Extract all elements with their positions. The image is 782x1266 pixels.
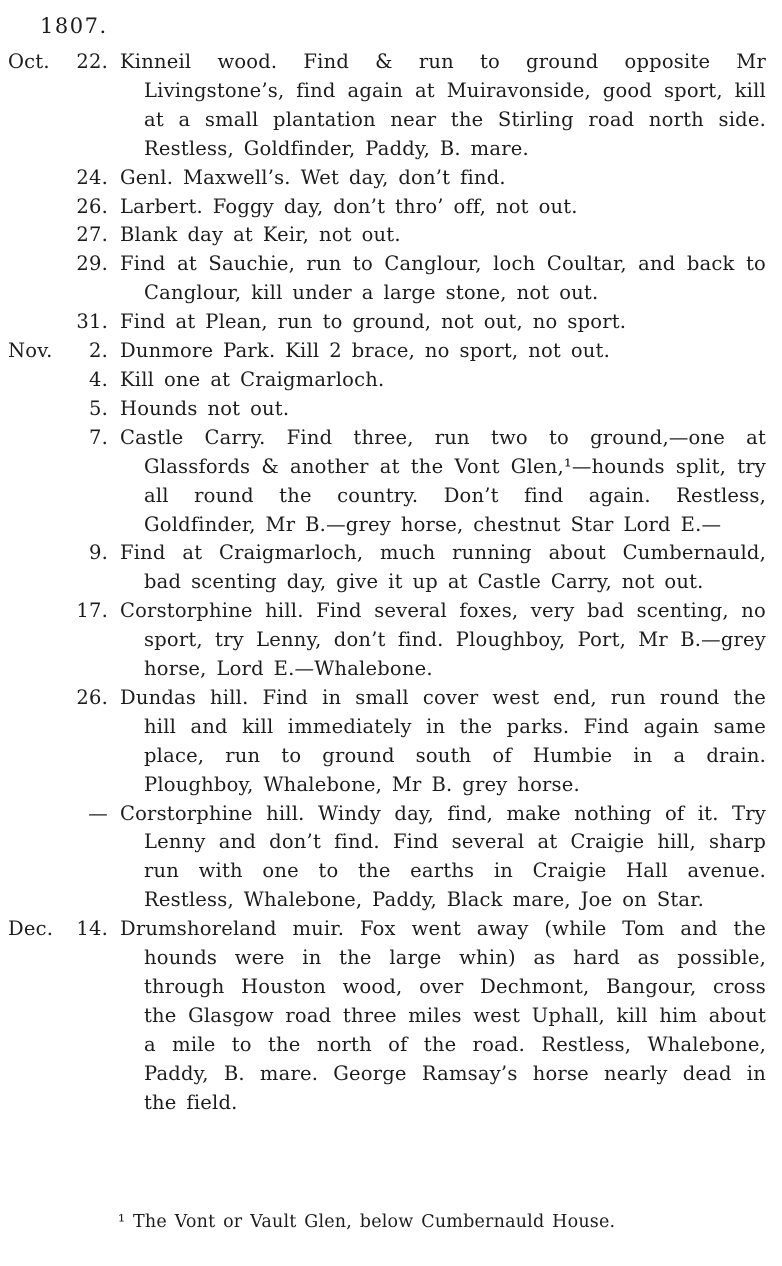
entry-text: Larbert. Foggy day, don’t thro’ off, not out. (120, 194, 578, 218)
diary-entry (8, 48, 766, 164)
entry-day: — (88, 801, 108, 825)
entry-day: 7. (88, 425, 108, 449)
diary-entry (8, 684, 766, 800)
diary-entry (8, 250, 766, 308)
entry-text: Dunmore Park. Kill 2 brace, no sport, not out. (120, 339, 610, 363)
entry-month: Nov. (8, 339, 53, 363)
entry-day: 22. (76, 50, 108, 73)
page-footnote: ¹ The Vont or Vault Glen, below Cumbernauld House. (118, 1212, 616, 1232)
entry-text: Dundas hill. Find in small cover west end, run round the hill and kill immediately in the parks. Find again same place, run to ground south of Humbie in a drain. Ploughboy, Whalebone, Mr B. grey horse. (120, 685, 766, 796)
diary-entry (8, 539, 766, 597)
entry-day: 14. (76, 917, 108, 941)
entry-text: Find at Sauchie, run to Canglour, loch Coultar, and back to Canglour, kill under a large stone, not out. (120, 252, 766, 305)
entry-text: Find at Craigmarloch, much running about Cumbernauld, bad scenting day, give it up at Castle Carry, not out. (120, 541, 766, 594)
entry-day: 27. (76, 223, 108, 247)
entry-day: 5. (88, 396, 108, 420)
entry-text: Blank day at Keir, not out. (120, 223, 401, 247)
entry-text: Genl. Maxwell’s. Wet day, don’t find. (120, 165, 506, 189)
diary-entry (8, 424, 766, 540)
diary-entry (8, 800, 766, 916)
entry-day: 31. (76, 310, 108, 334)
page-year-heading: 1807. (40, 14, 108, 38)
entry-text: Find at Plean, run to ground, not out, no sport. (120, 310, 627, 334)
diary-entry (8, 193, 766, 222)
entry-day: 9. (88, 541, 108, 565)
diary-entry (8, 337, 766, 366)
diary-entry (8, 164, 766, 193)
diary-entry (8, 366, 766, 395)
entry-text: Kill one at Craigmarloch. (120, 367, 385, 391)
entry-day: 17. (76, 599, 108, 623)
entry-text: Corstorphine hill. Windy day, find, make nothing of it. Try Lenny and don’t find. Find several at Craigie hill, sharp run with one to the earths in Craigie Hall avenue. Restless, Whalebone, Paddy, Black mare, Joe on Star. (120, 801, 766, 912)
diary-entries (8, 48, 766, 1118)
entry-day: 4. (88, 367, 108, 391)
entry-day: 26. (76, 685, 108, 709)
diary-entry (8, 597, 766, 684)
entry-day: 29. (76, 252, 108, 276)
diary-entry (8, 221, 766, 250)
entry-month: Dec. (8, 917, 54, 941)
diary-entry (8, 308, 766, 337)
diary-entry (8, 915, 766, 1117)
entry-month: Oct. (8, 50, 50, 73)
entry-text: Castle Carry. Find three, run two to ground,—one at Glassfords & another at the Vont Glen,¹—hounds split, try all round the country. Don’t find again. Restless, Goldfinder, Mr B.—grey horse, chestnut Star Lord E.— (120, 425, 766, 536)
entry-day: 26. (76, 194, 108, 218)
entry-day: 24. (76, 165, 108, 189)
entry-text: Corstorphine hill. Find several foxes, very bad scenting, no sport, try Lenny, don’t find. Ploughboy, Port, Mr B.—grey horse, Lord E.—Whalebone. (120, 599, 766, 681)
diary-entry (8, 395, 766, 424)
entry-text: Drumshoreland muir. Fox went away (while Tom and the hounds were in the large whin) as hard as possible, through Houston wood, over Dechmont, Bangour, cross the Glasgow road three miles west Uphall, kill him about a mile to the north of the road. Restless, Whalebone, Paddy, B. mare. George Ramsay’s horse nearly dead in the field. (120, 917, 766, 1114)
entry-text: Hounds not out. (120, 396, 290, 420)
entry-text: Kinneil wood. Find & run to ground opposite Mr Livingstone’s, find again at Muiravonside, good sport, kill at a small plantation near the Stirling road north side. Restless, Goldfinder, Paddy, B. mare. (120, 50, 766, 160)
entry-day: 2. (88, 339, 108, 363)
